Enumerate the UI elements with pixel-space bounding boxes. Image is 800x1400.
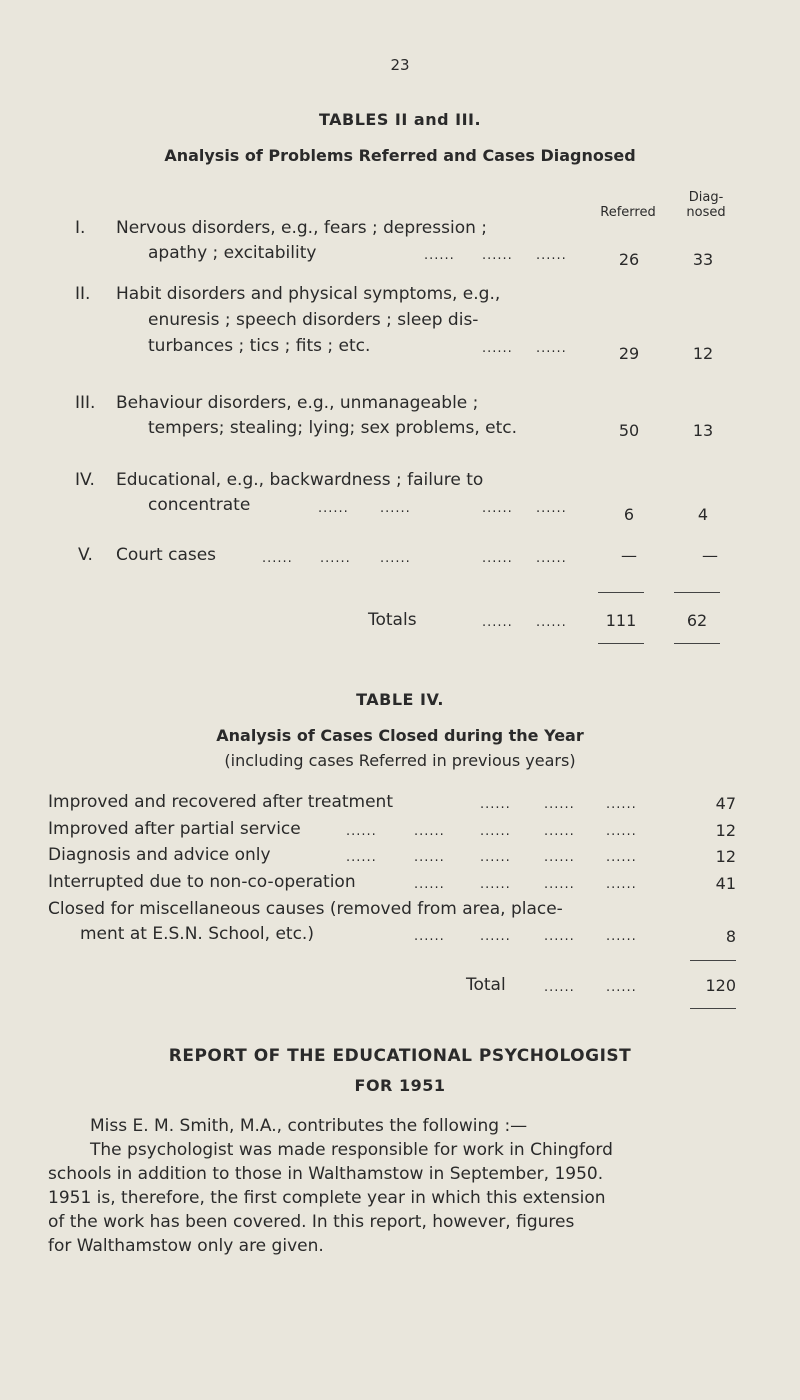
row-2-roman: II. <box>75 284 91 304</box>
report-paragraph <box>48 1138 760 1258</box>
leader-dots: ...... <box>536 248 567 263</box>
table4-total-bottom-rule <box>690 1008 736 1009</box>
table4-row-4-value: 41 <box>715 874 736 893</box>
row-4-roman: IV. <box>75 470 95 490</box>
table4-row-3-value: 12 <box>715 847 736 866</box>
leader-dots: ...... <box>346 824 377 839</box>
report-line: schools in addition to those in Walthamstow in September, 1950. <box>48 1164 604 1184</box>
row-2-diagnosed: 12 <box>692 344 714 363</box>
report-line: of the work has been covered. In this report, however, figures <box>48 1212 575 1232</box>
table4-row-1-label: Improved and recovered after treatment <box>48 792 393 812</box>
table4-row-5-line1: Closed for miscellaneous causes (removed from area, place- <box>48 899 563 919</box>
leader-dots: ...... <box>380 501 411 516</box>
totals-top-rule-diagnosed <box>674 592 720 593</box>
leader-dots: ...... <box>414 877 445 892</box>
leader-dots: ...... <box>480 929 511 944</box>
leader-dots: ...... <box>544 850 575 865</box>
report-line: The psychologist was made responsible for work in Chingford <box>90 1140 613 1160</box>
leader-dots: ...... <box>414 824 445 839</box>
col-header-diagnosed <box>676 190 736 220</box>
row-5-roman: V. <box>78 545 93 565</box>
row-2-line1: Habit disorders and physical symptoms, e.g., <box>116 284 501 304</box>
table4-subtitle: Analysis of Cases Closed during the Year <box>216 726 584 745</box>
totals-top-rule-referred <box>598 592 644 593</box>
leader-dots: ...... <box>606 824 637 839</box>
leader-dots: ...... <box>544 824 575 839</box>
row-1-diagnosed: 33 <box>692 250 714 269</box>
row-4-diagnosed: 4 <box>697 505 709 524</box>
totals-bottom-rule-diagnosed <box>674 643 720 644</box>
total-referred: 111 <box>605 611 637 630</box>
leader-dots: ...... <box>544 877 575 892</box>
table4-row-1-value: 47 <box>715 794 736 813</box>
leader-dots: ...... <box>346 850 377 865</box>
row-5-referred: — <box>621 546 637 565</box>
row-2-line2: enuresis ; speech disorders ; sleep dis- <box>148 310 479 330</box>
table4-row-2-label: Improved after partial service <box>48 819 301 839</box>
leader-dots: ...... <box>480 850 511 865</box>
leader-dots: ...... <box>380 551 411 566</box>
leader-dots: ...... <box>536 551 567 566</box>
table4-row-5-line2: ment at E.S.N. School, etc.) <box>80 924 314 944</box>
leader-dots: ...... <box>544 980 575 995</box>
leader-dots: ...... <box>424 248 455 263</box>
table4-title: TABLE IV. <box>356 690 444 709</box>
leader-dots: ...... <box>414 850 445 865</box>
leader-dots: ...... <box>320 551 351 566</box>
leader-dots: ...... <box>482 248 513 263</box>
row-3-line2: tempers; stealing; lying; sex problems, etc. <box>148 418 518 438</box>
row-4-line1: Educational, e.g., backwardness ; failure to <box>116 470 484 490</box>
leader-dots: ...... <box>606 797 637 812</box>
table4-row-2-value: 12 <box>715 821 736 840</box>
row-5-line1: Court cases <box>116 545 217 565</box>
total-diagnosed: 62 <box>686 611 708 630</box>
row-3-referred: 50 <box>618 421 640 440</box>
totals-label: Totals <box>368 610 417 630</box>
row-3-line1: Behaviour disorders, e.g., unmanageable ; <box>116 393 479 413</box>
table4-row-5-value: 8 <box>725 927 736 946</box>
row-1-line2: apathy ; excitability <box>148 243 317 263</box>
row-5-diagnosed: — <box>702 546 718 565</box>
page-number: 23 <box>390 56 410 74</box>
leader-dots: ...... <box>536 615 567 630</box>
leader-dots: ...... <box>536 501 567 516</box>
tables-subtitle: Analysis of Problems Referred and Cases Diagnosed <box>164 146 636 165</box>
leader-dots: ...... <box>482 341 513 356</box>
leader-dots: ...... <box>480 797 511 812</box>
table4-total-value: 120 <box>705 976 736 995</box>
row-3-roman: III. <box>75 393 96 413</box>
col-header-referred: Referred <box>600 205 656 220</box>
leader-dots: ...... <box>482 501 513 516</box>
report-title-year: FOR 1951 <box>354 1076 446 1095</box>
row-3-diagnosed: 13 <box>692 421 714 440</box>
tables-title: TABLES II and III. <box>318 110 482 129</box>
leader-dots: ...... <box>544 929 575 944</box>
leader-dots: ...... <box>606 850 637 865</box>
report-title: REPORT OF THE EDUCATIONAL PSYCHOLOGIST <box>168 1046 632 1066</box>
table4-row-4-label: Interrupted due to non-co-operation <box>48 872 356 892</box>
leader-dots: ...... <box>606 877 637 892</box>
row-2-referred: 29 <box>618 344 640 363</box>
leader-dots: ...... <box>262 551 293 566</box>
row-1-roman: I. <box>75 218 86 238</box>
totals-bottom-rule-referred <box>598 643 644 644</box>
report-line: for Walthamstow only are given. <box>48 1236 324 1256</box>
leader-dots: ...... <box>480 824 511 839</box>
leader-dots: ...... <box>482 615 513 630</box>
col-header-diag-line1: Diag- <box>688 190 724 205</box>
leader-dots: ...... <box>606 980 637 995</box>
row-4-line2: concentrate <box>148 495 251 515</box>
table4-row-3-label: Diagnosis and advice only <box>48 845 271 865</box>
report-intro: Miss E. M. Smith, M.A., contributes the following :— <box>90 1116 528 1136</box>
row-1-referred: 26 <box>618 250 640 269</box>
leader-dots: ...... <box>536 341 567 356</box>
table4-total-label: Total <box>466 975 506 995</box>
leader-dots: ...... <box>318 501 349 516</box>
row-2-line3: turbances ; tics ; fits ; etc. <box>148 336 371 356</box>
leader-dots: ...... <box>544 797 575 812</box>
row-4-referred: 6 <box>623 505 635 524</box>
report-line: 1951 is, therefore, the first complete year in which this extension <box>48 1188 606 1208</box>
leader-dots: ...... <box>606 929 637 944</box>
row-1-line1: Nervous disorders, e.g., fears ; depression ; <box>116 218 487 238</box>
table4-subtitle-note: (including cases Referred in previous years) <box>224 751 576 770</box>
col-header-diag-line2: nosed <box>686 205 726 220</box>
leader-dots: ...... <box>482 551 513 566</box>
leader-dots: ...... <box>414 929 445 944</box>
leader-dots: ...... <box>480 877 511 892</box>
table4-total-top-rule <box>690 960 736 961</box>
